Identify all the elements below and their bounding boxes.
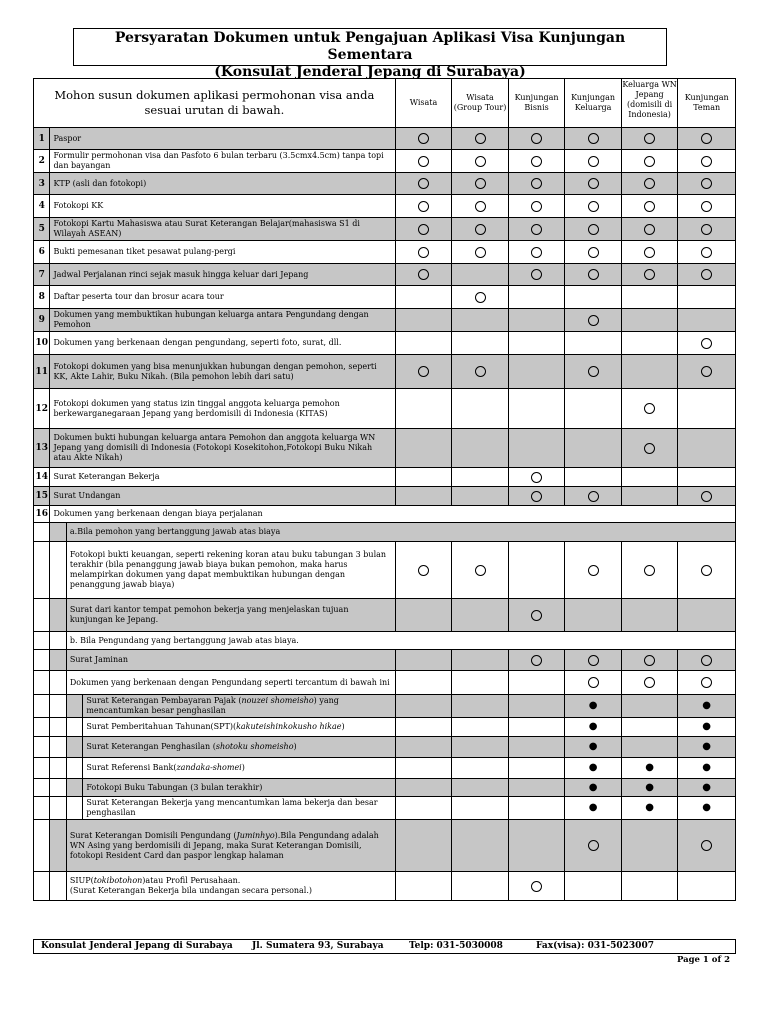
- table-row: [34, 797, 736, 820]
- page-number: Page 1 of 2: [676, 955, 730, 965]
- row-number: 7: [34, 264, 50, 286]
- header-row: [34, 79, 736, 128]
- required-circle-icon: [531, 610, 542, 621]
- required-circle-icon: [644, 247, 655, 258]
- row-description: Surat Jaminan: [66, 650, 395, 671]
- bullet-dot-icon: ●: [588, 762, 598, 773]
- required-circle-icon: [644, 677, 655, 688]
- required-circle-icon: [531, 224, 542, 235]
- required-circle-icon: [588, 315, 599, 326]
- required-circle-icon: [475, 247, 486, 258]
- row-description: Surat Undangan: [50, 487, 395, 506]
- section-row: [34, 523, 736, 542]
- row-description: Surat Keterangan Domisili Pengundang (Juminhyo).Bila Pengundang adalah WN Asing yang berdomisili di Jepang, maka Surat Keterangan Domisili, fotokopi Resident Card dan paspor lengkap halaman: [66, 820, 395, 872]
- required-circle-icon: [531, 655, 542, 666]
- bullet-dot-icon: ●: [702, 762, 712, 773]
- required-circle-icon: [644, 443, 655, 454]
- required-circle-icon: [701, 269, 712, 280]
- row-number: 2: [34, 150, 50, 173]
- section-heading: a.Bila pemohon yang bertanggung jawab atas biaya: [66, 523, 735, 542]
- required-circle-icon: [418, 156, 429, 167]
- required-circle-icon: [531, 472, 542, 483]
- table-row: [34, 599, 736, 632]
- row-number: 6: [34, 241, 50, 264]
- required-circle-icon: [418, 224, 429, 235]
- required-circle-icon: [644, 403, 655, 414]
- required-circle-icon: [588, 655, 599, 666]
- table-row: [34, 241, 736, 264]
- row-number: 3: [34, 173, 50, 195]
- row-description: Fotokopi Buku Tabungan (3 bulan terakhir): [83, 779, 395, 797]
- required-circle-icon: [701, 565, 712, 576]
- required-circle-icon: [475, 133, 486, 144]
- row-description: Dokumen yang berkenaan dengan pengundang, seperti foto, surat, dll.: [50, 332, 395, 355]
- bullet-dot-icon: ●: [645, 802, 654, 813]
- table-row: [34, 758, 736, 779]
- required-circle-icon: [418, 247, 429, 258]
- row-description: Fotokopi KK: [50, 195, 395, 218]
- row-description: Dokumen yang membuktikan hubungan keluarga antara Pengundang dengan Pemohon: [50, 309, 395, 332]
- table-row: [34, 779, 736, 797]
- required-circle-icon: [701, 224, 712, 235]
- row-number: 12: [34, 389, 50, 429]
- required-circle-icon: [701, 366, 712, 377]
- table-row: [34, 718, 736, 737]
- required-circle-icon: [475, 224, 486, 235]
- row-description: Surat Keterangan Penghasilan (shotoku shomeisho): [83, 737, 395, 758]
- row-number: 11: [34, 355, 50, 389]
- required-circle-icon: [644, 201, 655, 212]
- row-description: Dokumen yang berkenaan dengan biaya perjalanan: [50, 506, 736, 523]
- required-circle-icon: [588, 565, 599, 576]
- required-circle-icon: [588, 677, 599, 688]
- row-number: 5: [34, 218, 50, 241]
- required-circle-icon: [701, 338, 712, 349]
- row-description: Surat Keterangan Bekerja yang mencantumkan lama bekerja dan besar penghasilan: [83, 797, 395, 820]
- table-row: [34, 195, 736, 218]
- bullet-dot-icon: ●: [588, 721, 598, 732]
- footer-office: Konsulat Jenderal Jepang di Surabaya: [41, 941, 233, 951]
- required-circle-icon: [588, 491, 599, 502]
- table-row: [34, 542, 736, 599]
- required-circle-icon: [475, 292, 486, 303]
- table-row: [34, 671, 736, 695]
- table-row: [34, 429, 736, 468]
- row-description: KTP (asli dan fotokopi): [50, 173, 395, 195]
- required-circle-icon: [644, 133, 655, 144]
- table-row: [34, 332, 736, 355]
- table-row: [34, 355, 736, 389]
- row-number: 4: [34, 195, 50, 218]
- table-row: [34, 286, 736, 309]
- row-description: SIUP(tokibotohon)atau Profil Perusahaan. (Surat Keterangan Bekerja bila undangan secara personal.): [66, 872, 395, 901]
- row-description: Daftar peserta tour dan brosur acara tour: [50, 286, 395, 309]
- required-circle-icon: [588, 156, 599, 167]
- required-circle-icon: [418, 133, 429, 144]
- footer-bar: [33, 939, 736, 954]
- row-description: Formulir permohonan visa dan Pasfoto 6 bulan terbaru (3.5cmx4.5cm) tanpa topi dan bayangan: [50, 150, 395, 173]
- required-circle-icon: [701, 491, 712, 502]
- required-circle-icon: [644, 178, 655, 189]
- table-row: [34, 820, 736, 872]
- required-circle-icon: [701, 178, 712, 189]
- footer-fax: Fax(visa): 031-5023007: [536, 941, 654, 951]
- section-heading: b. Bila Pengundang yang bertanggung jawab atas biaya.: [66, 632, 735, 650]
- required-circle-icon: [475, 201, 486, 212]
- table-row: [34, 389, 736, 429]
- required-circle-icon: [531, 201, 542, 212]
- required-circle-icon: [701, 201, 712, 212]
- col-wisata: Wisata: [395, 79, 452, 128]
- bullet-dot-icon: ●: [702, 700, 712, 711]
- required-circle-icon: [475, 366, 486, 377]
- footer-address: Jl. Sumatera 93, Surabaya: [252, 941, 384, 951]
- table-row: [34, 650, 736, 671]
- required-circle-icon: [531, 178, 542, 189]
- row-description: Jadwal Perjalanan rinci sejak masuk hingga keluar dari Jepang: [50, 264, 395, 286]
- required-circle-icon: [588, 201, 599, 212]
- row-number: 1: [34, 128, 50, 150]
- required-circle-icon: [644, 156, 655, 167]
- col-kunjungan-keluarga: Kunjungan Keluarga: [565, 79, 622, 128]
- row-description: Surat Referensi Bank(zandaka-shomei): [83, 758, 395, 779]
- row-description: Dokumen bukti hubungan keluarga antara Pemohon dan anggota keluarga WN Jepang yang domisili di Indonesia (Fotokopi Kosekitohon,Fotokopi Buku Nikah atau Akte Nikah): [50, 429, 395, 468]
- table-row: [34, 264, 736, 286]
- table-row: [34, 128, 736, 150]
- required-circle-icon: [418, 366, 429, 377]
- required-circle-icon: [644, 269, 655, 280]
- required-circle-icon: [418, 565, 429, 576]
- required-circle-icon: [644, 224, 655, 235]
- required-circle-icon: [475, 156, 486, 167]
- required-circle-icon: [588, 247, 599, 258]
- table-row: [34, 173, 736, 195]
- row-description: Fotokopi bukti keuangan, seperti rekening koran atau buku tabungan 3 bulan terakhir (bila penanggung jawab biaya bukan pemohon, maka harus melampirkan dokumen yang dapat membuktikan hubungan dengan penanggung jawab biaya): [66, 542, 395, 599]
- required-circle-icon: [588, 224, 599, 235]
- bullet-dot-icon: ●: [702, 741, 712, 752]
- required-circle-icon: [701, 677, 712, 688]
- row-description: Bukti pemesanan tiket pesawat pulang-pergi: [50, 241, 395, 264]
- required-circle-icon: [418, 178, 429, 189]
- table-row: [34, 218, 736, 241]
- table-row: [34, 468, 736, 487]
- required-circle-icon: [531, 133, 542, 144]
- required-circle-icon: [644, 565, 655, 576]
- bullet-dot-icon: ●: [588, 700, 598, 711]
- document-title: [73, 28, 667, 80]
- required-circle-icon: [644, 655, 655, 666]
- table-row: [34, 872, 736, 901]
- required-circle-icon: [475, 178, 486, 189]
- bullet-dot-icon: ●: [588, 781, 598, 793]
- row-description: Fotokopi dokumen yang status izin tinggal anggota keluarga pemohon berkewarganegaraan Jepang yang berdomisili di Indonesia (KITAS): [50, 389, 395, 429]
- table-row: [34, 506, 736, 523]
- col-kunjungan-bisnis: Kunjungan Bisnis: [508, 79, 565, 128]
- bullet-dot-icon: ●: [702, 721, 712, 732]
- required-circle-icon: [531, 247, 542, 258]
- footer-phone: Telp: 031-5030008: [409, 941, 503, 951]
- row-number: 14: [34, 468, 50, 487]
- required-circle-icon: [531, 269, 542, 280]
- required-circle-icon: [418, 269, 429, 280]
- row-description: Dokumen yang berkenaan dengan Pengundang seperti tercantum di bawah ini: [66, 671, 395, 695]
- row-number: 9: [34, 309, 50, 332]
- required-circle-icon: [701, 655, 712, 666]
- row-description: Fotokopi dokumen yang bisa menunjukkan hubungan dengan pemohon, seperti KK, Akte Lahir, Buku Nikah. (Bila pemohon lebih dari satu): [50, 355, 395, 389]
- row-description: Surat Keterangan Pembayaran Pajak (nouzei shomeisho) yang mencantumkan besar penghasilan: [83, 695, 395, 718]
- table-row: [34, 487, 736, 506]
- required-circle-icon: [701, 156, 712, 167]
- bullet-dot-icon: ●: [645, 762, 654, 773]
- required-circle-icon: [531, 156, 542, 167]
- required-circle-icon: [588, 269, 599, 280]
- col-keluarga-wn-jepang: Keluarga WN Jepang (domisili di Indonesia): [621, 79, 678, 128]
- row-description: Fotokopi Kartu Mahasiswa atau Surat Keterangan Belajar(mahasiswa S1 di Wilayah ASEAN): [50, 218, 395, 241]
- title-line-2: (Konsulat Jenderal Jepang di Surabaya): [214, 64, 526, 80]
- required-circle-icon: [588, 840, 599, 851]
- row-number: 10: [34, 332, 50, 355]
- table-row: [34, 150, 736, 173]
- required-circle-icon: [701, 247, 712, 258]
- bullet-dot-icon: ●: [588, 802, 598, 813]
- table-intro: Mohon susun dokumen aplikasi permohonan visa anda sesuai urutan di bawah.: [34, 79, 396, 128]
- row-description: Paspor: [50, 128, 395, 150]
- row-number: 13: [34, 429, 50, 468]
- row-number: 16: [34, 506, 50, 523]
- required-circle-icon: [701, 133, 712, 144]
- bullet-dot-icon: ●: [645, 781, 654, 793]
- row-description: Surat Pemberitahuan Tahunan(SPT)(kakuteishinkokusho hikae): [83, 718, 395, 737]
- required-circle-icon: [531, 881, 542, 892]
- required-circle-icon: [531, 491, 542, 502]
- row-number: 15: [34, 487, 50, 506]
- required-circle-icon: [701, 840, 712, 851]
- row-number: 8: [34, 286, 50, 309]
- required-circle-icon: [588, 178, 599, 189]
- table-row: [34, 695, 736, 718]
- bullet-dot-icon: ●: [702, 802, 712, 813]
- row-description: Surat dari kantor tempat pemohon bekerja yang menjelaskan tujuan kunjungan ke Jepang.: [66, 599, 395, 632]
- row-description: Surat Keterangan Bekerja: [50, 468, 395, 487]
- required-circle-icon: [475, 565, 486, 576]
- bullet-dot-icon: ●: [588, 741, 598, 752]
- required-circle-icon: [588, 133, 599, 144]
- col-wisata-group-tour: Wisata (Group Tour): [452, 79, 509, 128]
- requirements-table: [33, 78, 736, 901]
- bullet-dot-icon: ●: [702, 781, 712, 793]
- required-circle-icon: [588, 366, 599, 377]
- table-row: [34, 737, 736, 758]
- title-line-1: Persyaratan Dokumen untuk Pengajuan Aplikasi Visa Kunjungan Sementara: [114, 30, 626, 63]
- required-circle-icon: [418, 201, 429, 212]
- table-row: [34, 309, 736, 332]
- col-kunjungan-teman: Kunjungan Teman: [678, 79, 736, 128]
- section-row: [34, 632, 736, 650]
